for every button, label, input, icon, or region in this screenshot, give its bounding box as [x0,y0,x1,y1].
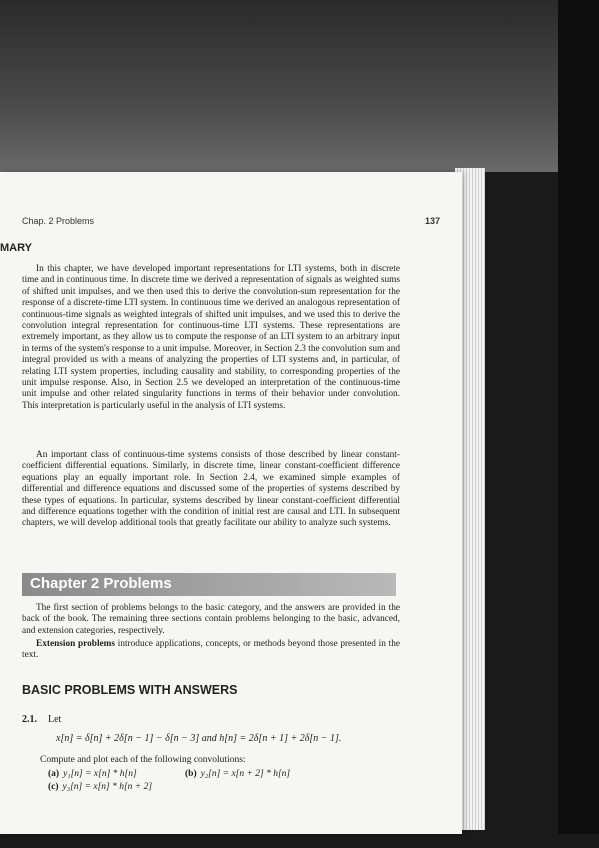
problem-instruction: Compute and plot each of the following convolutions: [40,755,246,765]
problems-intro: The first section of problems belongs to the basic category, and the answers are provided in the back of the book. The remaining three sections contain problems belonging to the basic, advanced, and extension categories, respectively. [22,603,400,636]
running-head [8,216,448,230]
running-head-chapter: Chap. 2 Problems [22,216,95,226]
summary-title: MARY [0,242,32,254]
problem-part-a [48,769,137,779]
summary-paragraph-1: In this chapter, we have developed important representations for LTI systems, both in discrete time and in continuous time. In discrete time we derived a representation of signals as weighted sums of shifted unit impulses, and we then used this to derive the convolution-sum representation for the response of a discrete-time LTI system. In continuous time we derived an analogous representation of continuous-time signals as weighted integrals of shifted unit impulses, and we used this to derive the convolution integral representation for continuous-time LTI systems. These representations are extremely important, as they allow us to compute the response of an LTI system to an arbitrary input in terms of the system's response to a unit impulse. Moreover, in Section 2.3 the convolution sum and integral provided us with a means of analyzing the properties of LTI systems and, in particular, of relating LTI system properties, including causality and stability, to corresponding properties of the unit impulse response. Also, in Section 2.5 we developed an interpretation of the continuous-time unit impulse and other related singularity functions in terms of their behavior under convolution. This interpretation is particularly useful in the analysis of LTI systems. [22,264,400,411]
problem-part-b [185,769,290,779]
part-a-label: (a) [48,769,60,779]
problem-number: 2.1. [22,714,37,725]
background-top [0,0,599,172]
part-b-label: (b) [185,769,197,779]
problem-equation: x[n] = δ[n] + 2δ[n − 1] − δ[n − 3] and h[n] = 2δ[n + 1] + 2δ[n − 1]. [56,733,342,744]
background-right [558,0,599,848]
part-c-label: (c) [48,782,59,792]
part-b-expr: y₂[n] = x[n + 2] * h[n] [200,769,291,779]
page-number: 137 [424,216,440,226]
extension-rest: introduce applications, concepts, or methods beyond those presented in the text. [22,639,400,661]
extension-bold: Extension problems [36,639,116,649]
problem-part-c [48,782,152,792]
problem-lead: Let [48,714,62,725]
background-bottom [0,834,599,848]
banner-title: Chapter 2 Problems [30,575,172,592]
summary-paragraph-2: An important class of continuous-time systems consists of those described by linear constant-coefficient differential equations. Similarly, in discrete time, linear constant-coefficient difference equations play an equally important role. In Section 2.4, we examined simple examples of differential and difference equations and discussed some of the properties of systems described by these types of equations. In particular, systems described by linear constant-coefficient differential and difference equations together with the condition of initial rest are causal and LTI. In subsequent chapters, we will develop additional tools that greatly facilitate our ability to analyze such systems. [22,450,400,529]
part-c-expr: y₃[n] = x[n] * h[n + 2] [62,782,153,792]
section-heading: BASIC PROBLEMS WITH ANSWERS [22,683,238,697]
part-a-expr: y₁[n] = x[n] * h[n] [63,769,137,779]
extension-note [22,639,400,662]
book-page [0,172,462,834]
chapter-problems-banner [22,573,396,596]
